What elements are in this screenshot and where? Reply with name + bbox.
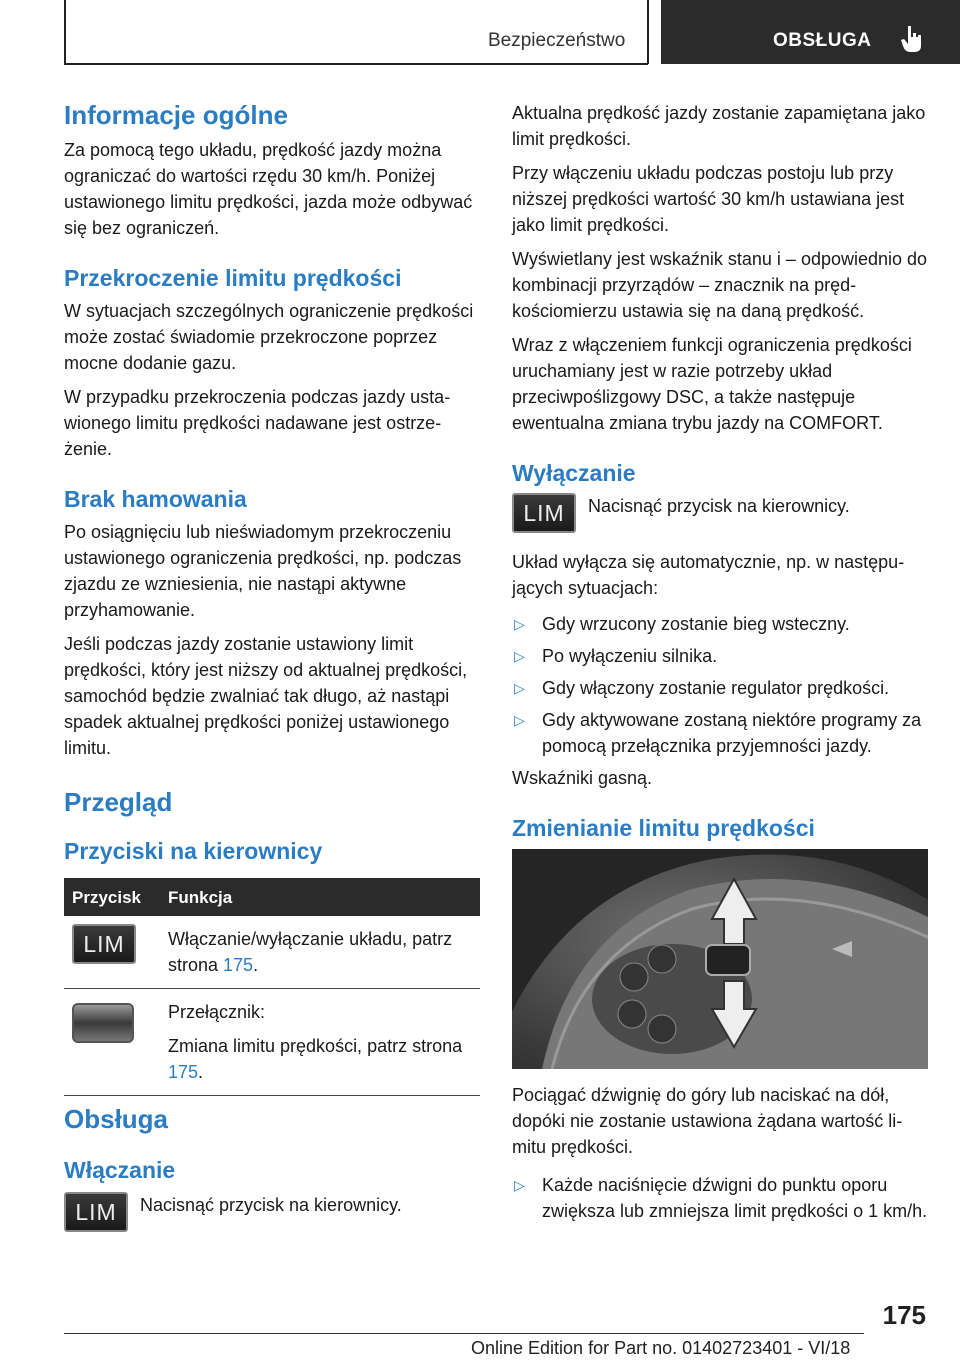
paragraph-general-info: Za pomocą tego układu, prędkość jazdy można ograniczać do wartości rzędu 30 km/h. Poniżej ustawionego limitu prędkości, jazda może odbywać się bez ograniczeń. [64, 140, 473, 238]
heading-no-braking: Brak hamowania [64, 486, 247, 512]
heading-change-limit: Zmienianie limitu prędkości [512, 815, 815, 841]
right-column [512, 100, 928, 842]
list-item [512, 1172, 928, 1224]
row2-end: . [198, 1062, 204, 1082]
bullet-marker-icon: ▷ [514, 648, 525, 664]
steering-wheel-illustration [512, 849, 928, 1069]
heading-switch-on: Włączanie [64, 1157, 176, 1183]
paragraph-exceed-1: W sytuacjach szczególnych ograniczenie prędkości może zostać świadomie przekroczone poprzez mocne dodanie gazu. [64, 301, 474, 373]
heading-exceed-limit: Przekroczenie limitu prędkości [64, 265, 402, 291]
list-item-text: Gdy włączony zostanie regulator prędkości. [542, 678, 890, 698]
paragraph-change-limit: Pociągać dźwignię do góry lub naciskać na dół, dopóki nie zostanie ustawiona żądana wartość limitu prędkości. [512, 1085, 903, 1157]
footer-rule [64, 1333, 864, 1334]
page-link[interactable]: 175 [223, 955, 254, 975]
paragraph-indicators-off: Wskaźniki gasną. [512, 768, 653, 788]
change-limit-section [512, 1082, 928, 1230]
auto-off-list [512, 611, 928, 759]
list-item-text: Gdy wrzucony zostanie bieg wsteczny. [542, 614, 850, 634]
heading-operation: Obsługa [64, 1104, 169, 1134]
paragraph-no-braking-2: Jeśli podczas jazdy zostanie ustawiony limit prędkości, który jest niższy od aktualnej prędkości, samochód będzie zwalniać tak długo, aż nastąpi spadek aktualnej prędkości poniżej ustawionego limitu. [64, 634, 468, 758]
header-section-title: Bezpieczeństwo [488, 30, 626, 51]
header-rule-bottom [64, 63, 648, 65]
table-row [64, 989, 480, 1096]
bullet-marker-icon: ▷ [514, 616, 525, 632]
lim-button-icon: LIM [72, 924, 136, 964]
paragraph-switch-on: Nacisnąć przycisk na kierownicy. [140, 1195, 402, 1215]
table-cell-function [168, 989, 480, 1095]
page-link[interactable]: 175 [168, 1062, 199, 1082]
list-item [512, 675, 928, 701]
heading-steering-buttons: Przyciski na kierownicy [64, 838, 323, 864]
table-row [64, 916, 480, 989]
row2-description [168, 1033, 480, 1085]
list-item [512, 643, 928, 669]
list-item [512, 707, 928, 759]
row1-text: Włączanie/wyłączanie układu, patrz strona [168, 929, 453, 975]
table-header-button: Przycisk [72, 888, 141, 907]
footer-edition: Online Edition for Part no. 01402723401 - VI/18 [471, 1338, 851, 1358]
paragraph-auto-off: Układ wyłącza się automatycznie, np. w następujących sytuacjach: [512, 552, 905, 598]
lim-button-icon: LIM [512, 493, 576, 533]
table-cell-function [168, 916, 480, 988]
row2-label: Przełącznik: [168, 1002, 266, 1022]
heading-overview: Przegląd [64, 787, 173, 817]
operation-section [64, 1104, 480, 1236]
list-item-text: Każde naciśnięcie dźwigni do punktu oporu zwiększa lub zmniejsza limit prędkości o 1 km/h. [542, 1175, 928, 1221]
page-number: 175 [882, 1300, 926, 1330]
rocker-switch-icon [72, 1003, 134, 1043]
change-limit-list [512, 1172, 928, 1224]
row2-text: Zmiana limitu prędkości, patrz strona [168, 1036, 463, 1056]
header-chapter-label: OBSŁUGA [773, 30, 872, 51]
heading-general-info: Informacje ogólne [64, 100, 288, 130]
paragraph-stored-speed: Aktualna prędkość jazdy zostanie zapamiętana jako limit prędkości. [512, 103, 926, 149]
paragraph-indicator: Wyświetlany jest wskaźnik stanu i – odpowiednio do kombinacji przyrządów – znacznik na prędkościomierzu ustawia się na daną prędkość. [512, 249, 928, 321]
paragraph-switch-off: Nacisnąć przycisk na kierownicy. [588, 496, 850, 516]
paragraph-exceed-2: W przypadku przekroczenia podczas jazdy ustawionego limitu prędkości nadawane jest ostrzeżenie. [64, 387, 451, 459]
bullet-marker-icon: ▷ [514, 1177, 525, 1193]
switch-on-row [64, 1192, 480, 1236]
bullet-marker-icon: ▷ [514, 680, 525, 696]
bullet-marker-icon: ▷ [514, 712, 525, 728]
list-item-text: Po wyłączeniu silnika. [542, 646, 718, 666]
buttons-table [64, 878, 480, 1096]
heading-switch-off: Wyłączanie [512, 460, 636, 486]
header-rule-left [64, 0, 66, 64]
row1-end: . [253, 955, 259, 975]
hand-pointer-icon [899, 24, 925, 60]
header-rule-divider [647, 0, 649, 64]
paragraph-standstill: Przy włączeniu układu podczas postoju lub przy niższej prędkości wartość 30 km/h ustawiana jest jako limit prędkości. [512, 163, 905, 235]
header-chapter-tab [661, 0, 960, 64]
paragraph-no-braking-1: Po osiągnięciu lub nieświadomym przekroczeniu ustawionego ograniczenia prędkości, np. podczas zjazdu ze wzniesienia, nie nastąpi aktywne przyhamowanie. [64, 522, 462, 620]
list-item-text: Gdy aktywowane zostaną niektóre programy za pomocą przełącznika przyjemności jazdy. [542, 710, 922, 756]
table-header [64, 878, 480, 916]
paragraph-dsc: Wraz z włączeniem funkcji ograniczenia prędkości uruchamiany jest w razie potrzeby układ przeciwpoślizgowy DSC, a także następuje ewentualna zmiana trybu jazdy na COMFORT. [512, 335, 912, 433]
switch-off-row [512, 493, 928, 537]
list-item [512, 611, 928, 637]
table-header-function: Funkcja [168, 888, 233, 907]
lim-button-icon: LIM [64, 1192, 128, 1232]
left-column [64, 100, 480, 865]
